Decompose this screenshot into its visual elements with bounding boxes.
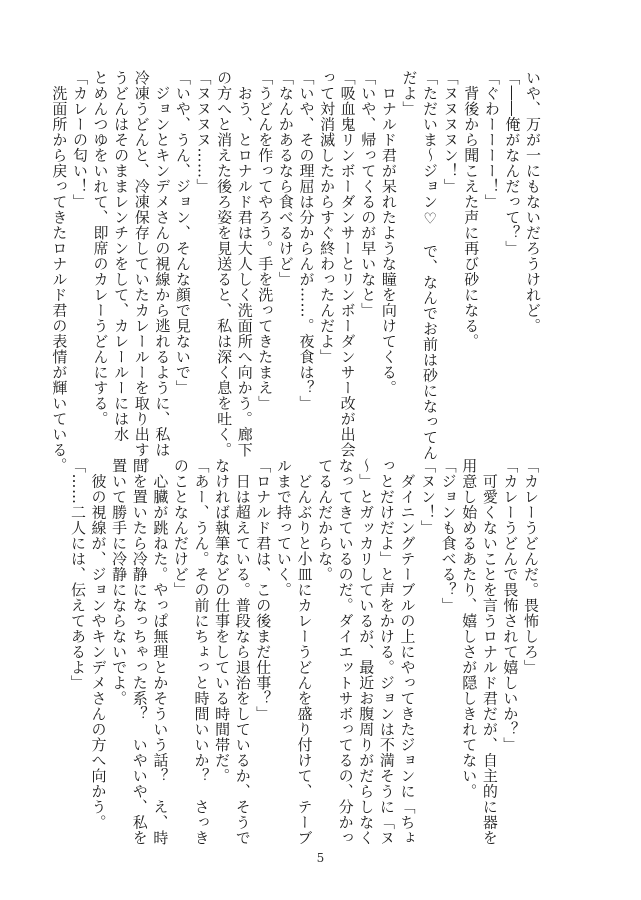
- text-line: うどんはそのままレンチンをして、カレールーには水: [112, 70, 131, 442]
- text-line: 「ヌヌヌヌン！」: [441, 70, 460, 194]
- text-line: どんぶりと小皿にカレーうどんを盛り付けて、テーブ: [295, 458, 314, 846]
- text-line: いや、万が一にもないだろうけれど。: [524, 70, 542, 334]
- text-line: 「カレーうどんだ。畏怖しろ」: [522, 458, 540, 675]
- text-line: 置いて勝手に冷静にならないでよ。: [110, 458, 129, 706]
- text-line: とめんつゆをいれて、即席のカレーうどんにする。: [91, 70, 110, 427]
- text-line: 「いや、帰ってくるのが早いなと」: [359, 70, 378, 318]
- text-line: 「なんかあるなら食べるけど」: [276, 70, 295, 287]
- text-line: だよ」: [400, 70, 419, 117]
- text-line: てるんだからな。: [316, 458, 335, 582]
- text-line: 「いや、うん、ジョン、そんな顔で見ないで」: [173, 70, 192, 396]
- text-line: 可愛くないことを言うロナルド君だが、自主的に器を: [480, 458, 499, 846]
- text-line: 「うどんを作ってやろう。手を洗ってきたまえ」: [256, 70, 275, 411]
- text-line: おう、とロナルド君は大人しく洗面所へ向かう。廊下: [235, 70, 254, 458]
- text-line: 「――俺がなんだって？」: [503, 70, 522, 256]
- text-line: 背後から聞こえた声に再び砂になる。: [462, 70, 481, 349]
- text-line: 「カレーの匂い！」: [70, 70, 89, 210]
- text-line: 「カレーうどんで畏怖されて嬉しいか？」: [501, 458, 520, 753]
- text-line: 「ロナルド君は、この後まだ仕事？」: [254, 458, 273, 722]
- text-line: ロナルド君が呆れたような瞳を向けてくる。: [379, 70, 398, 396]
- text-line: 「いや、その理屈は分からんが……。夜食は？」: [297, 70, 316, 411]
- text-line: の方へと消えた後ろ姿を見送ると、私は深く息を吐く。: [215, 70, 234, 458]
- text-block-top: [49, 70, 543, 473]
- text-line: ジョンとキンデメさんの視線から逃れるように、私は: [153, 70, 172, 458]
- text-line: 「ヌヌヌヌ……」: [194, 70, 213, 194]
- text-block-bottom: [67, 458, 541, 846]
- text-line: 〜」とガッカリしているが、最近お腹周りがだらしなく: [357, 458, 376, 846]
- text-line: なければ執筆などの仕事をしている時間帯だ。: [213, 458, 232, 784]
- text-line: 「ぐわーーーー！」: [482, 70, 501, 210]
- text-line: 間を置いたら冷静になっちゃった系？ いやいや、私を: [130, 458, 149, 846]
- text-line: 「ヌン！」: [419, 458, 438, 536]
- page-number: 5: [316, 851, 325, 865]
- text-line: 「ただいま〜ジョン♡ で、なんでお前は砂になってん: [421, 70, 440, 461]
- text-line: 「あー、うん。その前にちょっと時間いいか？ さっき: [192, 458, 211, 846]
- text-line: 「吸血鬼リンボーダンサーとリンボーダンサー改が出会: [338, 70, 357, 458]
- text-line: ダイニングテーブルの上にやってきたジョンに「ちょ: [398, 458, 417, 846]
- text-line: 心臓が跳ねた。やっぱ無理とかそういう話？ え、時: [151, 458, 170, 846]
- text-line: 日は超えている。普段なら退治をしているか、そうで: [233, 458, 252, 846]
- text-line: 用意し始めるあたり、嬉しさが隠しきれてない。: [460, 458, 479, 799]
- text-line: なってきているのだ。ダイエットサボってるの、分かっ: [336, 458, 355, 846]
- text-line: って対消滅したからすぐ終わったんだよ」: [318, 70, 337, 365]
- text-line: っとだけだよ」と声をかける。ジョンは不満そうに「ヌ: [377, 458, 396, 846]
- text-line: 「ジョンも食べる？」: [439, 458, 458, 613]
- text-line: のことなんだけど」: [171, 458, 190, 598]
- text-line: 洗面所から戻ってきたロナルド君の表情が輝いている。: [50, 70, 69, 473]
- text-line: 彼の視線が、ジョンやキンデメさんの方へ向かう。: [89, 458, 108, 830]
- text-line: 冷凍うどんと、冷凍保存していたカレールーを取り出す。: [132, 70, 151, 473]
- text-line: 「……二人には、伝えてあるよ」: [68, 458, 87, 691]
- text-line: ルまで持っていく。: [274, 458, 293, 598]
